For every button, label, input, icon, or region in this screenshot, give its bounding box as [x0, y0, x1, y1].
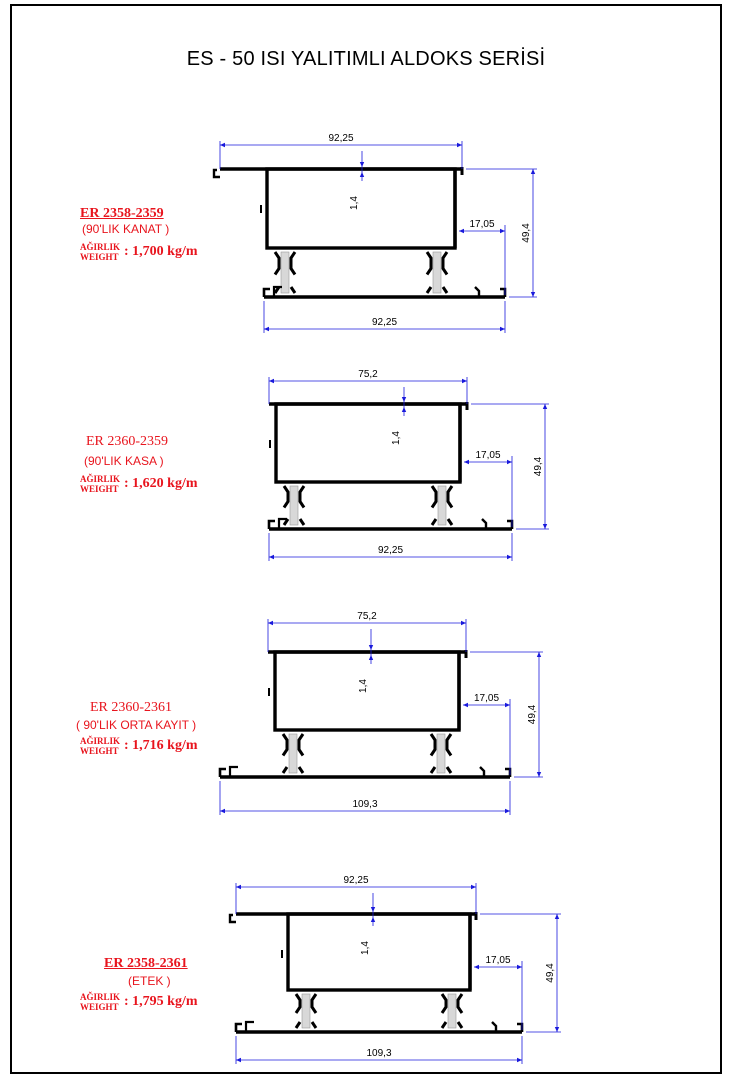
thermal-break-bar	[289, 734, 297, 773]
weight-value: : 1,716 kg/m	[124, 738, 198, 753]
dimension-top-width: 75,2	[357, 611, 377, 622]
dimension-arrow	[402, 407, 406, 412]
dimension-arrow	[371, 907, 375, 912]
dimension-arrow	[474, 965, 479, 969]
dimension-side-offset: 17,05	[475, 450, 501, 461]
dimension-arrow	[505, 703, 510, 707]
dimension-bottom-width: 109,3	[352, 799, 378, 810]
weight-label-en: WEIGHT	[80, 252, 119, 262]
dimension-wall-thickness: 1,4	[349, 196, 360, 210]
dimension-side-offset: 17,05	[469, 219, 495, 230]
profile-subtitle: ( 90'LIK ORTA KAYIT )	[76, 718, 197, 732]
profile-subtitle: (90'LIK KASA )	[84, 454, 164, 468]
dimension-arrow	[457, 143, 462, 147]
thermal-break-bar	[437, 734, 445, 773]
dimension-arrow	[500, 327, 505, 331]
dimension-arrow	[463, 703, 468, 707]
dimension-height: 49,4	[533, 456, 544, 477]
dimension-arrow	[371, 917, 375, 922]
weight-label-tr: AĞIRLIK	[80, 992, 121, 1002]
dimension-arrow	[464, 460, 469, 464]
weight-value: : 1,795 kg/m	[124, 994, 198, 1009]
dimension-arrow	[505, 809, 510, 813]
flange-hook	[214, 170, 220, 177]
thermal-break-bar	[302, 994, 310, 1028]
dimension-arrow	[531, 169, 535, 174]
dimension-arrow	[555, 914, 559, 919]
profile-4	[230, 875, 561, 1064]
dimension-side-offset: 17,05	[473, 693, 500, 704]
profile-1	[214, 133, 537, 333]
page-title: ES - 50 ISI YALITIMLI ALDOKS SERİSİ	[186, 48, 546, 70]
profile-2	[269, 369, 549, 561]
profile-code: ER 2358-2359	[80, 206, 164, 221]
dimension-arrow	[537, 772, 541, 777]
main-chamber	[276, 404, 460, 482]
main-chamber	[288, 914, 470, 990]
dimension-arrow	[220, 809, 225, 813]
profile-subtitle: (ETEK )	[128, 974, 171, 988]
dimension-arrow	[369, 645, 373, 650]
weight-label-tr: AĞIRLIK	[80, 474, 121, 484]
thermal-break-bar	[433, 252, 441, 293]
profile-code: ER 2358-2361	[104, 956, 188, 971]
dimension-wall-thickness: 1,4	[391, 431, 402, 445]
thermal-break-bar	[438, 486, 446, 525]
weight-label-tr: AĞIRLIK	[80, 736, 121, 746]
dimension-arrow	[531, 292, 535, 297]
dimension-arrow	[500, 229, 505, 233]
dimension-arrow	[269, 379, 274, 383]
dimension-arrow	[462, 379, 467, 383]
dimension-arrow	[360, 172, 364, 177]
dimension-arrow	[268, 621, 273, 625]
thermal-break-bar	[290, 486, 298, 525]
dimension-arrow	[220, 143, 225, 147]
dimension-arrow	[269, 555, 274, 559]
dimension-arrow	[507, 460, 512, 464]
dimension-top-width: 92,25	[343, 875, 369, 886]
dimension-arrow	[543, 524, 547, 529]
dimension-bottom-width: 109,3	[366, 1048, 392, 1059]
dimension-bottom-width: 92,25	[377, 545, 404, 556]
flange-hook	[230, 915, 236, 922]
dimension-arrow	[461, 621, 466, 625]
dimension-arrow	[402, 397, 406, 402]
weight-value: : 1,700 kg/m	[124, 244, 198, 259]
dimension-wall-thickness: 1,4	[360, 941, 371, 955]
dimension-arrow	[369, 655, 373, 660]
dimension-bottom-width: 92,25	[371, 317, 398, 328]
profile-subtitle: (90'LIK KANAT )	[82, 222, 170, 236]
weight-label-en: WEIGHT	[80, 746, 119, 756]
dimension-arrow	[360, 162, 364, 167]
dimension-arrow	[471, 885, 476, 889]
dimension-side-offset: 17,05	[485, 955, 511, 966]
dimension-top-width: 75,2	[358, 369, 378, 380]
profile-3	[220, 611, 543, 815]
dimension-arrow	[236, 885, 241, 889]
dimension-arrow	[507, 555, 512, 559]
weight-label-en: WEIGHT	[80, 1002, 119, 1012]
dimension-arrow	[264, 327, 269, 331]
dimension-arrow	[517, 1058, 522, 1062]
dimension-wall-thickness: 1,4	[358, 679, 369, 693]
thermal-break-bar	[281, 252, 289, 293]
dimension-arrow	[555, 1027, 559, 1032]
dimension-arrow	[517, 965, 522, 969]
dimension-height: 49,4	[545, 963, 556, 983]
dimension-height: 49,4	[527, 704, 538, 725]
dimension-top-width: 92,25	[328, 133, 354, 144]
dimension-arrow	[236, 1058, 241, 1062]
dimension-height: 49,4	[521, 223, 532, 243]
dimension-arrow	[537, 652, 541, 657]
profile-code: ER 2360-2361	[90, 700, 173, 715]
weight-label-en: WEIGHT	[80, 484, 119, 494]
weight-label-tr: AĞIRLIK	[80, 242, 121, 252]
dimension-arrow	[543, 404, 547, 409]
profile-code: ER 2360-2359	[86, 434, 169, 449]
thermal-break-bar	[448, 994, 456, 1028]
weight-value: : 1,620 kg/m	[124, 476, 198, 491]
dimension-arrow	[459, 229, 464, 233]
main-chamber	[267, 169, 455, 248]
